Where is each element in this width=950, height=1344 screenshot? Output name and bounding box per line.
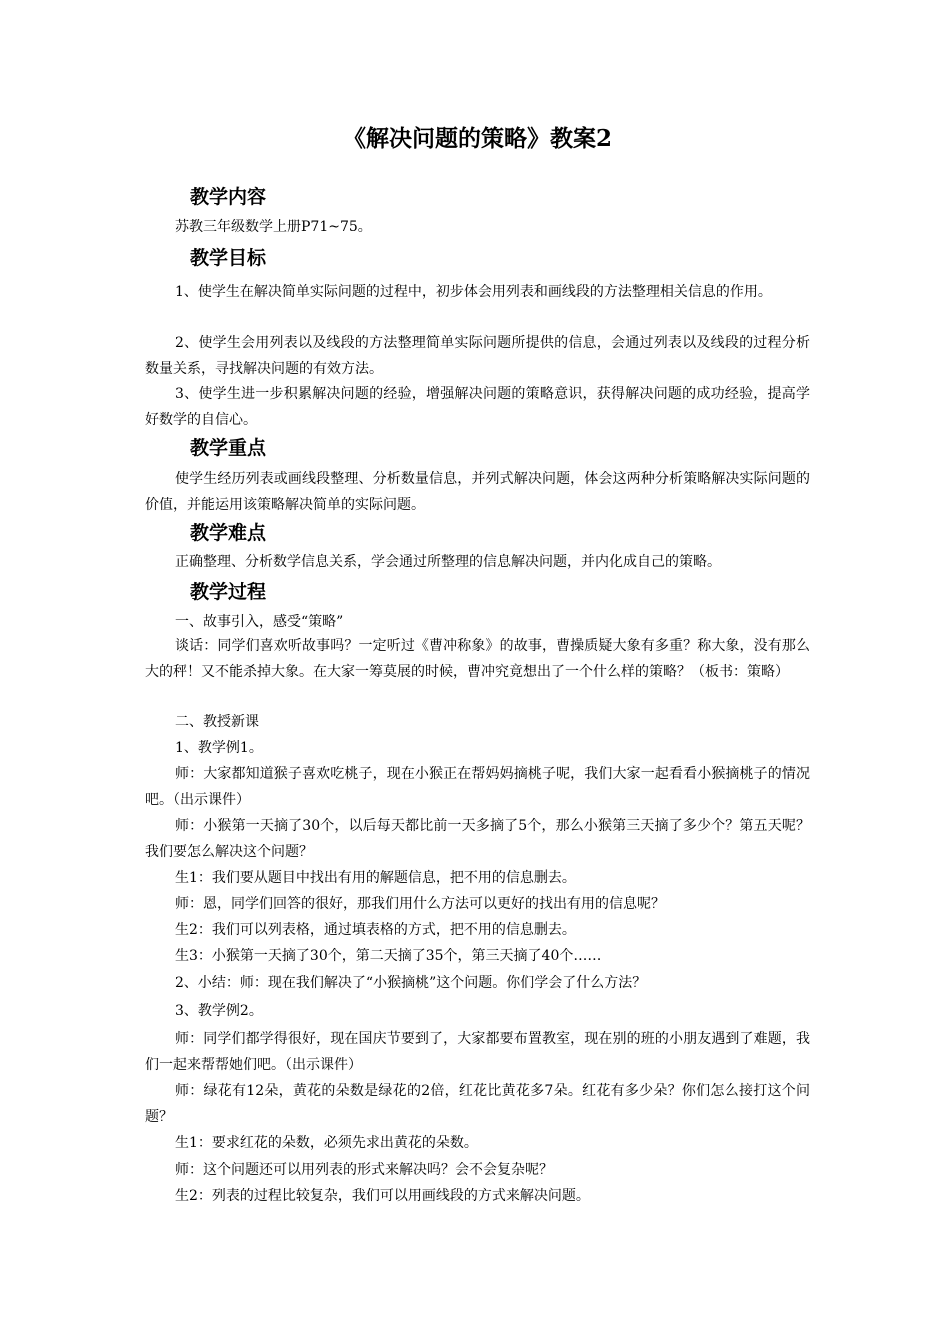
process-paragraph: 二、教授新课 [175, 714, 259, 730]
process-paragraph: 生2：列表的过程比较复杂，我们可以用画线段的方式来解决问题。 [175, 1188, 590, 1204]
process-paragraph: 生2：我们可以列表格，通过填表格的方式，把不用的信息删去。 [175, 922, 576, 938]
heading-process: 教学过程 [190, 581, 267, 603]
heading-key-points: 教学重点 [190, 437, 267, 459]
document-title: 《解决问题的策略》教案2 [342, 125, 612, 152]
process-paragraph: 生1：我们要从题目中找出有用的解题信息，把不用的信息删去。 [175, 870, 576, 886]
process-paragraph: 1、教学例1。 [175, 740, 263, 756]
goal-item-1: 1、使学生在解决简单实际问题的过程中，初步体会用列表和画线段的方法整理相关信息的作用。 [175, 284, 772, 300]
goal-item-2: 2、使学生会用列表以及线段的方法整理简单实际问题所提供的信息，会通过列表以及线段的过程分析数量关系，寻找解决问题的有效方法。 [145, 335, 810, 377]
process-paragraph: 谈话：同学们喜欢听故事吗？一定听过《曹冲称象》的故事，曹操质疑大象有多重？称大象，没有那么大的秤！又不能杀掉大象。在大家一筹莫展的时候，曹冲究竟想出了一个什么样的策略？（板书：策略） [145, 638, 810, 680]
key-points-text: 使学生经历列表或画线段整理、分析数量信息，并列式解决问题，体会这两种分析策略解决实际问题的价值，并能运用该策略解决简单的实际问题。 [145, 471, 810, 513]
process-paragraph: 师：这个问题还可以用列表的形式来解决吗？会不会复杂呢？ [175, 1162, 553, 1178]
process-paragraph: 师：绿花有12朵，黄花的朵数是绿花的2倍，红花比黄花多7朵。红花有多少朵？你们怎么接打这个问题？ [145, 1083, 810, 1125]
process-paragraph: 师：同学们都学得很好，现在国庆节要到了，大家都要布置教室，现在别的班的小朋友遇到了难题，我们一起来帮帮她们吧。（出示课件） [145, 1031, 810, 1073]
process-paragraph: 师：大家都知道猴子喜欢吃桃子，现在小猴正在帮妈妈摘桃子呢，我们大家一起看看小猴摘桃子的情况吧。（出示课件） [145, 766, 810, 808]
heading-goals: 教学目标 [190, 247, 267, 269]
process-paragraph: 生1：要求红花的朵数，必须先求出黄花的朵数。 [175, 1135, 478, 1151]
heading-content: 教学内容 [190, 186, 267, 208]
goal-item-3: 3、使学生进一步积累解决问题的经验，增强解决问题的策略意识，获得解决问题的成功经验，提高学好数学的自信心。 [145, 386, 810, 428]
process-paragraph: 生3：小猴第一天摘了30个，第二天摘了35个，第三天摘了40个…… [175, 948, 602, 964]
process-paragraph: 2、小结：师：现在我们解决了“小猴摘桃”这个问题。你们学会了什么方法？ [175, 975, 647, 991]
content-text: 苏教三年级数学上册P71~75。 [175, 219, 372, 235]
difficulties-text: 正确整理、分析数学信息关系，学会通过所整理的信息解决问题，并内化成自己的策略。 [175, 554, 721, 570]
process-paragraph: 一、故事引入，感受“策略” [175, 614, 344, 630]
heading-difficulties: 教学难点 [190, 522, 267, 544]
process-paragraph: 师：小猴第一天摘了30个，以后每天都比前一天多摘了5个，那么小猴第三天摘了多少个？第五天呢？我们要怎么解决这个问题？ [145, 818, 810, 860]
process-paragraph: 师：恩，同学们回答的很好，那我们用什么方法可以更好的找出有用的信息呢？ [175, 896, 665, 912]
process-paragraph: 3、教学例2。 [175, 1003, 263, 1019]
